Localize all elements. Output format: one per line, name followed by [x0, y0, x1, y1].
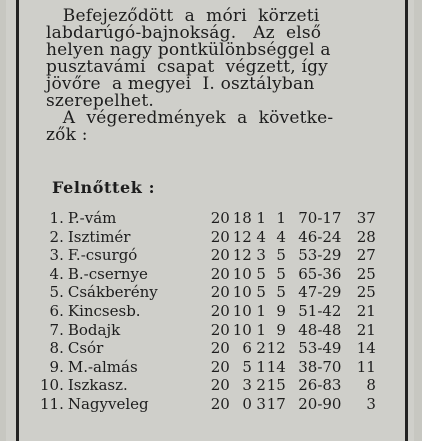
drawn-cell: 2 [256, 339, 266, 358]
won-cell: 12 [232, 246, 252, 265]
lost-cell: 1 [276, 209, 286, 227]
won-cell: 12 [232, 227, 252, 246]
goals-cell: 53-49 [298, 339, 342, 358]
points-cell: 37 [356, 209, 376, 227]
rank-cell: 1. [49, 209, 64, 227]
article-line: jövőre a megyei I. osztályban [46, 74, 315, 94]
team-cell: Iszkasz. [67, 376, 128, 395]
section-title: Felnőttek : [52, 178, 156, 197]
table-row [40, 376, 376, 395]
team-cell: Csór [67, 339, 104, 358]
won-cell: 10 [232, 283, 252, 302]
won-cell: 5 [242, 357, 252, 376]
won-cell: 10 [232, 264, 252, 283]
team-cell: Csákberény [67, 283, 158, 302]
lost-cell: 12 [266, 339, 286, 358]
team-cell: P.-vám [67, 209, 117, 227]
lost-cell: 5 [276, 283, 286, 302]
rank-cell: 2. [49, 227, 64, 246]
team-cell: Nagyveleg [67, 394, 149, 413]
won-cell: 3 [242, 376, 252, 395]
lost-cell: 9 [276, 301, 286, 320]
points-cell: 28 [356, 227, 376, 246]
goals-cell: 53-29 [298, 246, 342, 265]
table-row [40, 283, 376, 302]
goals-cell: 20-90 [298, 394, 342, 413]
won-cell: 10 [232, 320, 252, 339]
points-cell: 25 [356, 283, 376, 302]
rank-cell: 8. [49, 339, 64, 358]
article-line: Befejeződött a móri körzeti [46, 6, 320, 26]
rank-cell: 9. [49, 357, 64, 376]
goals-cell: 48-48 [298, 320, 342, 339]
lost-cell: 5 [276, 246, 286, 265]
rank-cell: 6. [49, 301, 64, 320]
table-row [40, 395, 376, 414]
article-line: zők : [46, 125, 88, 145]
article-line: pusztavámi csapat végzett, így [46, 57, 328, 77]
standings-body [40, 209, 376, 414]
won-cell: 0 [242, 394, 252, 413]
won-cell: 6 [242, 339, 252, 358]
points-cell: 3 [366, 394, 376, 413]
won-cell: 10 [232, 301, 252, 320]
drawn-cell: 1 [256, 357, 266, 376]
drawn-cell: 4 [256, 227, 266, 246]
played-cell: 20 [210, 264, 230, 283]
drawn-cell: 1 [256, 209, 266, 227]
article-line: helyen nagy pontkülönbséggel a [46, 40, 331, 60]
article-line: labdarúgó-bajnokság. Az első [46, 23, 322, 43]
points-cell: 21 [356, 320, 376, 339]
played-cell: 20 [210, 339, 230, 358]
lost-cell: 17 [266, 394, 286, 413]
played-cell: 20 [210, 227, 230, 246]
goals-cell: 65-36 [298, 264, 342, 283]
drawn-cell: 2 [256, 376, 266, 395]
rank-cell: 7. [49, 320, 64, 339]
drawn-cell: 3 [256, 394, 266, 413]
table-row [40, 209, 376, 228]
column-rule-right [405, 0, 408, 441]
points-cell: 27 [356, 246, 376, 265]
rank-cell: 5. [49, 283, 64, 302]
played-cell: 20 [210, 357, 230, 376]
team-cell: Isztimér [67, 227, 131, 246]
lost-cell: 4 [276, 227, 286, 246]
article-body [46, 8, 391, 144]
table-row [40, 339, 376, 358]
played-cell: 20 [210, 394, 230, 413]
goals-cell: 26-83 [298, 376, 342, 395]
standings-table [40, 209, 376, 414]
won-cell: 18 [232, 209, 252, 227]
article-line: szerepelhet. [46, 91, 154, 111]
played-cell: 20 [210, 301, 230, 320]
team-cell: B.-csernye [67, 264, 148, 283]
table-row [40, 321, 376, 340]
goals-cell: 70-17 [298, 209, 342, 227]
table-row [40, 228, 376, 247]
team-cell: F.-csurgó [67, 246, 138, 265]
newspaper-clipping [6, 0, 414, 441]
drawn-cell: 5 [256, 283, 266, 302]
played-cell: 20 [210, 246, 230, 265]
goals-cell: 47-29 [298, 283, 342, 302]
table-row [40, 302, 376, 321]
team-cell: M.-almás [67, 357, 138, 376]
goals-cell: 38-70 [298, 357, 342, 376]
points-cell: 11 [356, 357, 376, 376]
points-cell: 21 [356, 301, 376, 320]
team-cell: Kincsesb. [67, 301, 141, 320]
table-row [40, 246, 376, 265]
lost-cell: 5 [276, 264, 286, 283]
rank-cell: 10. [40, 376, 64, 395]
table-row [40, 265, 376, 284]
drawn-cell: 5 [256, 264, 266, 283]
points-cell: 14 [356, 339, 376, 358]
lost-cell: 15 [266, 376, 286, 395]
table-row [40, 358, 376, 377]
points-cell: 8 [366, 376, 376, 395]
played-cell: 20 [210, 283, 230, 302]
played-cell: 20 [210, 209, 230, 227]
article-line: A végeredmények a követke- [46, 108, 334, 128]
column-rule-left [16, 0, 19, 441]
team-cell: Bodajk [67, 320, 121, 339]
played-cell: 20 [210, 320, 230, 339]
drawn-cell: 3 [256, 246, 266, 265]
lost-cell: 9 [276, 320, 286, 339]
goals-cell: 46-24 [298, 227, 342, 246]
goals-cell: 51-42 [298, 301, 342, 320]
rank-cell: 11. [40, 394, 64, 413]
drawn-cell: 1 [256, 301, 266, 320]
points-cell: 25 [356, 264, 376, 283]
rank-cell: 3. [49, 246, 64, 265]
rank-cell: 4. [49, 264, 64, 283]
drawn-cell: 1 [256, 320, 266, 339]
played-cell: 20 [210, 376, 230, 395]
lost-cell: 14 [266, 357, 286, 376]
